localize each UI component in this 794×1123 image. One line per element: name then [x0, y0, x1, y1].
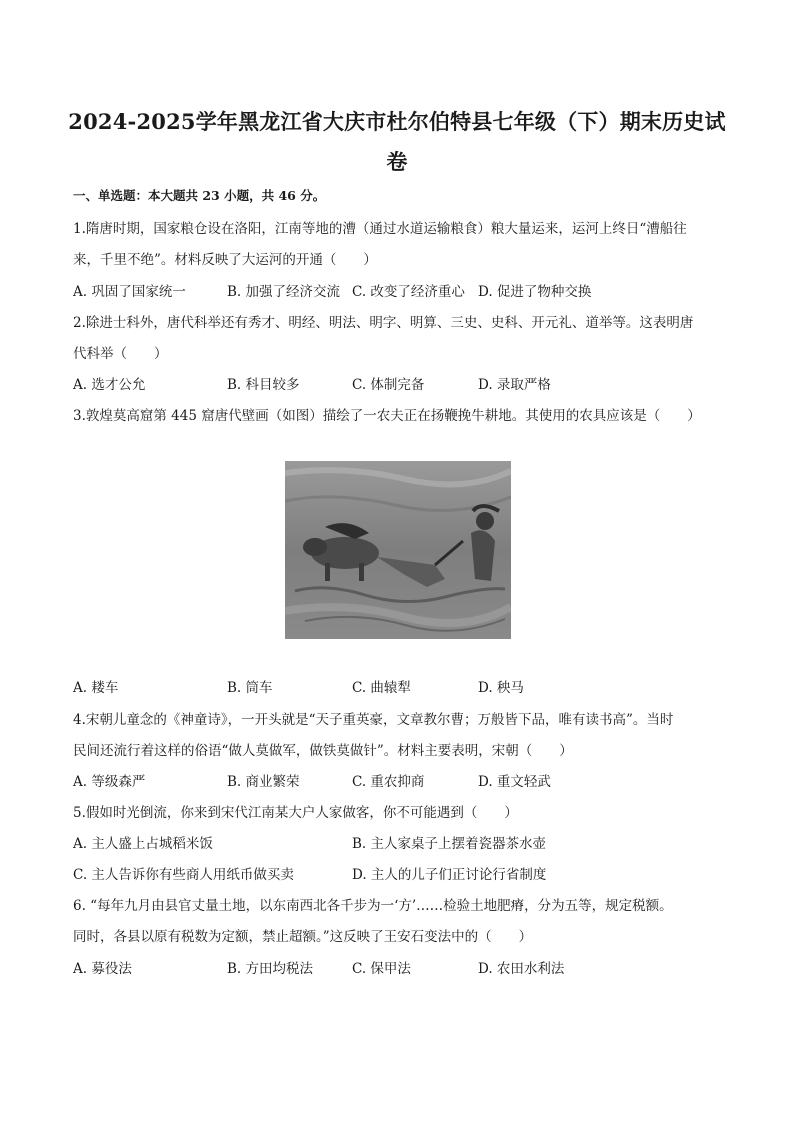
question-2-line-1: 2.除进士科外，唐代科举还有秀才、明经、明法、明字、明算、三史、史科、开元礼、道举等。这表明唐: [73, 315, 694, 331]
question-6-option-a[interactable]: A. 募役法: [73, 961, 132, 977]
question-1-option-a[interactable]: A. 巩固了国家统一: [73, 284, 186, 300]
question-2-option-d[interactable]: D. 录取严格: [478, 377, 551, 393]
question-1-line-2: 来，千里不绝”。材料反映了大运河的开通（ ）: [73, 252, 377, 268]
question-3-option-a[interactable]: A. 耧车: [73, 680, 119, 696]
question-6-line-1: 6. “每年九月由县官丈量土地，以东南西北各千步为一‘方’……检验土地肥瘠，分为五等，规定税额。: [73, 898, 673, 914]
question-6-option-d[interactable]: D. 农田水利法: [478, 961, 565, 977]
question-5-option-b[interactable]: B. 主人家桌子上摆着瓷器茶水壶: [352, 836, 547, 852]
question-3-option-b[interactable]: B. 筒车: [227, 680, 273, 696]
question-1-line-1: 1.隋唐时期，国家粮仓设在洛阳，江南等地的漕（通过水道运输粮食）粮大量运来，运河上终日“漕船往: [73, 221, 687, 237]
question-4-option-c[interactable]: C. 重农抑商: [352, 774, 425, 790]
question-6-option-b[interactable]: B. 方田均税法: [227, 961, 314, 977]
exam-title-line-1: 2024-2025学年黑龙江省大庆市杜尔伯特县七年级（下）期末历史试: [68, 109, 726, 134]
question-1-option-c[interactable]: C. 改变了经济重心: [352, 284, 465, 300]
mural-image: [285, 461, 511, 639]
question-4-option-d[interactable]: D. 重文轻武: [478, 774, 551, 790]
question-1-option-d[interactable]: D. 促进了物种交换: [478, 284, 592, 300]
question-3-option-d[interactable]: D. 秧马: [478, 680, 524, 696]
question-6-option-c[interactable]: C. 保甲法: [352, 961, 411, 977]
exam-title-line-2: 卷: [386, 149, 408, 174]
question-2-option-b[interactable]: B. 科目较多: [227, 377, 300, 393]
question-3-line-1: 3.敦煌莫高窟第 445 窟唐代壁画（如图）描绘了一农夫正在扬鞭挽牛耕地。其使用的农具应该是（ ）: [73, 408, 701, 424]
question-4-line-1: 4.宋朝儿童念的《神童诗》，一开头就是“天子重英豪，文章教尔曹；万般皆下品，唯有读书高”。当时: [73, 712, 674, 728]
exam-title: [60, 102, 734, 182]
question-5-line-1: 5.假如时光倒流，你来到宋代江南某大户人家做客，你不可能遇到（ ）: [73, 805, 518, 821]
question-6-line-2: 同时，各县以原有税数为定额，禁止超额。”这反映了王安石变法中的（ ）: [73, 929, 533, 945]
question-4-line-2: 民间还流行着这样的俗语“做人莫做军，做铁莫做针”。材料主要表明，宋朝（ ）: [73, 743, 573, 759]
question-2-line-2: 代科举（ ）: [73, 346, 168, 362]
question-5-option-c[interactable]: C. 主人告诉你有些商人用纸币做买卖: [73, 867, 294, 883]
question-5-option-d[interactable]: D. 主人的儿子们正讨论行省制度: [352, 867, 547, 883]
question-5-option-a[interactable]: A. 主人盛上占城稻米饭: [73, 836, 213, 852]
question-2-option-c[interactable]: C. 体制完备: [352, 377, 425, 393]
question-2-option-a[interactable]: A. 选才公允: [73, 377, 146, 393]
section-heading: 一、单选题：本大题共 23 小题，共 46 分。: [73, 188, 326, 203]
question-1-option-b[interactable]: B. 加强了经济交流: [227, 284, 341, 300]
question-3-option-c[interactable]: C. 曲辕犁: [352, 680, 411, 696]
question-4-option-b[interactable]: B. 商业繁荣: [227, 774, 300, 790]
question-4-option-a[interactable]: A. 等级森严: [73, 774, 146, 790]
